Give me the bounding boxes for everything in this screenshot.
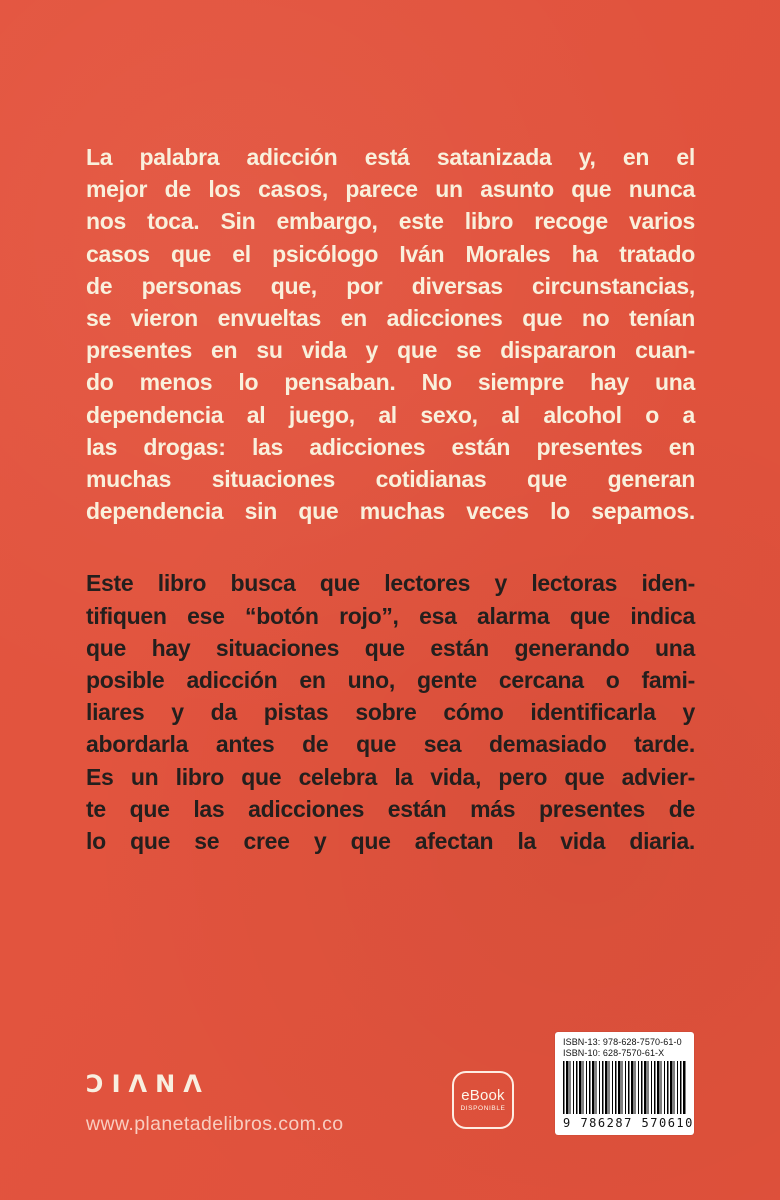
synopsis-line: La palabra adicción está satanizada y, en el	[86, 144, 695, 170]
publisher-logo-diana: ƆIΛNΛ	[86, 1070, 210, 1098]
synopsis-line: dependencia al juego, al sexo, al alcohol o a	[86, 401, 695, 428]
synopsis-line: Es un libro que celebra la vida, pero que advier-	[86, 763, 695, 790]
synopsis-line: muchas situaciones cotidianas que generan	[86, 466, 695, 493]
isbn-barcode-box	[555, 1032, 694, 1135]
synopsis-line: lo que se cree y que afectan la vida diaria.	[86, 828, 695, 855]
synopsis-block	[86, 141, 695, 857]
synopsis-line: liares y da pistas sobre cómo identificarla y	[86, 699, 695, 726]
synopsis-line: Este libro busca que lectores y lectoras iden-	[86, 570, 695, 597]
isbn13-label: ISBN-13: 978-628-7570-61-0	[563, 1037, 682, 1047]
publisher-website-url: www.planetadelibros.com.co	[86, 1113, 344, 1135]
synopsis-line: que hay situaciones que están generando una	[86, 634, 695, 661]
synopsis-line: las drogas: las adicciones están presentes en	[86, 433, 695, 460]
ebook-badge-subtitle: DISPONIBLE	[460, 1104, 506, 1112]
synopsis-line: te que las adicciones están más presentes de	[86, 795, 695, 822]
synopsis-line: nos toca. Sin embargo, este libro recoge varios	[86, 208, 695, 235]
synopsis-line: do menos lo pensaban. No siempre hay una	[86, 369, 695, 396]
synopsis-line: abordarla antes de que sea demasiado tarde.	[86, 731, 695, 758]
synopsis-line: se vieron envueltas en adicciones que no tenían	[86, 305, 695, 332]
isbn10-label: ISBN-10: 628-7570-61-X	[563, 1048, 665, 1058]
synopsis-line: casos que el psicólogo Iván Morales ha tratado	[86, 240, 695, 267]
ebook-badge-title: eBook	[461, 1086, 505, 1104]
barcode-bars	[563, 1061, 686, 1114]
synopsis-line: posible adicción en uno, gente cercana o fami-	[86, 667, 695, 694]
synopsis-line: presentes en su vida y que se dispararon cuan-	[86, 337, 695, 364]
synopsis-line: mejor de los casos, parece un asunto que nunca	[86, 176, 695, 203]
synopsis-paragraph-2	[86, 567, 695, 857]
barcode-digits: 9 786287 570610	[563, 1116, 694, 1130]
ebook-available-badge	[452, 1071, 514, 1129]
synopsis-line: de personas que, por diversas circunstancias,	[86, 272, 695, 299]
synopsis-paragraph-1	[86, 141, 695, 527]
synopsis-line: dependencia sin que muchas veces lo sepamos.	[86, 498, 695, 525]
synopsis-line: tifiquen ese “botón rojo”, esa alarma que indica	[86, 602, 695, 629]
